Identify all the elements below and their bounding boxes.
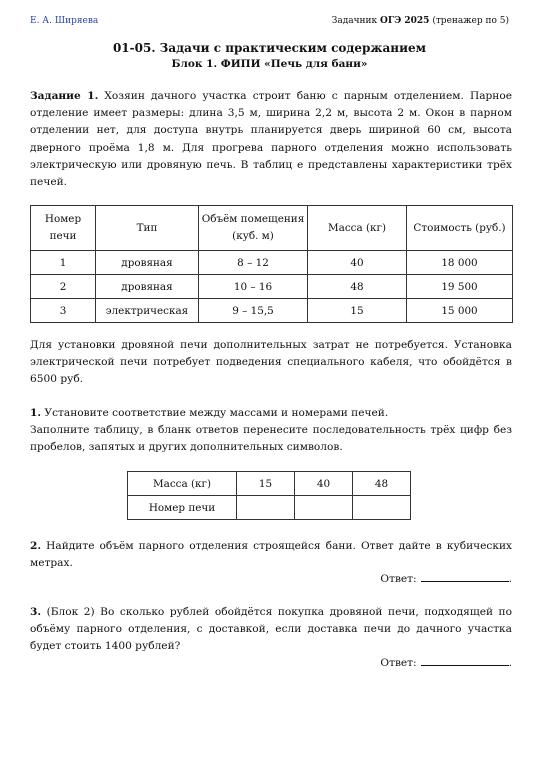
- table-cell: 48: [308, 275, 407, 299]
- question-2-number: 2.: [30, 540, 42, 552]
- question-1: [30, 405, 512, 457]
- table-cell: 10 – 16: [199, 275, 308, 299]
- table-row: [31, 275, 513, 299]
- book-title-prefix: Задачник: [331, 16, 381, 26]
- table-cell: 15: [237, 472, 295, 496]
- answer-dot: .: [508, 573, 512, 585]
- table-header-row: [31, 206, 513, 251]
- table-cell: 40: [295, 472, 353, 496]
- question-3: [30, 604, 512, 656]
- row-label: Масса (кг): [128, 472, 237, 496]
- table-row: [31, 251, 513, 275]
- task-paragraph: [30, 88, 512, 191]
- answer-cell[interactable]: [237, 496, 295, 520]
- col-header: Номер печи: [31, 206, 96, 251]
- table-row: [31, 299, 513, 323]
- answer-line-2: [380, 571, 512, 585]
- answer-match-table: [127, 471, 411, 520]
- table-cell: 15: [308, 299, 407, 323]
- answer-blank[interactable]: [421, 655, 509, 666]
- task-label: Задание 1.: [30, 90, 99, 102]
- col-header: Масса (кг): [308, 206, 407, 251]
- table-cell: 18 000: [407, 251, 513, 275]
- page-subtitle: Блок 1. ФИПИ «Печь для бани»: [171, 58, 368, 70]
- question-2: [30, 538, 512, 572]
- page-title: 01-05. Задачи с практическим содержанием: [112, 41, 427, 55]
- table-row: [128, 472, 411, 496]
- stoves-table: [30, 205, 513, 323]
- table-cell: 40: [308, 251, 407, 275]
- col-header: Объём помещения (куб. м): [199, 206, 308, 251]
- book-title-bold: ОГЭ 2025: [380, 16, 430, 26]
- question-3-number: 3.: [30, 606, 42, 618]
- table-cell: 3: [31, 299, 96, 323]
- table-cell: электрическая: [96, 299, 199, 323]
- table-cell: 9 – 15,5: [199, 299, 308, 323]
- question-3-text: (Блок 2) Во сколько рублей обойдётся покупка дровяной печи, подходящей по объёму парного отделения, с доставкой, если доставка печи до дачного участка будет стоить 1400 рублей?: [30, 606, 512, 653]
- answer-label: Ответ:: [380, 657, 417, 669]
- col-header: Стоимость (руб.): [407, 206, 513, 251]
- book-title-suffix: (тренажер по 5): [429, 16, 509, 26]
- table-cell: 19 500: [407, 275, 513, 299]
- question-1-instruction: Заполните таблицу, в бланк ответов перенесите последовательность трёх цифр без пробелов, запятых и других дополнительных символов.: [30, 424, 512, 454]
- answer-cell[interactable]: [353, 496, 411, 520]
- row-label: Номер печи: [128, 496, 237, 520]
- question-1-text: Установите соответствие между массами и номерами печей.: [41, 407, 389, 419]
- table-cell: 2: [31, 275, 96, 299]
- table-cell: 48: [353, 472, 411, 496]
- table-cell: 8 – 12: [199, 251, 308, 275]
- question-1-number: 1.: [30, 407, 42, 419]
- table-cell: 15 000: [407, 299, 513, 323]
- table-cell: дровяная: [96, 251, 199, 275]
- note-paragraph: Для установки дровяной печи дополнительных затрат не потребуется. Установка электрической печи потребует подведения специального кабеля, что обойдётся в 6500 руб.: [30, 339, 512, 386]
- answer-line-3: [380, 655, 512, 669]
- author-name: Е. А. Ширяева: [30, 16, 99, 26]
- col-header: Тип: [96, 206, 199, 251]
- answer-blank[interactable]: [421, 571, 509, 582]
- table-cell: 1: [31, 251, 96, 275]
- answer-dot: .: [508, 657, 512, 669]
- task-text: Хозяин дачного участка строит баню с парным отделением. Парное отделение имеет размеры: длина 3,5 м, ширина 2,2 м, высота 2 м. Окон в парном отделении нет, для доступа внутрь планируется дверь шириной 60 см, высота дверного проёма 1,8 м. Для прогрева парного отделения можно использовать электрическую или дровяную печь. В таблиц е представлены характеристики трёх печей.: [30, 90, 512, 189]
- table-cell: дровяная: [96, 275, 199, 299]
- answer-label: Ответ:: [380, 573, 417, 585]
- answer-cell[interactable]: [295, 496, 353, 520]
- question-2-text: Найдите объём парного отделения строящейся бани. Ответ дайте в кубических метрах.: [30, 540, 512, 570]
- book-title: [332, 16, 509, 26]
- table-row: [128, 496, 411, 520]
